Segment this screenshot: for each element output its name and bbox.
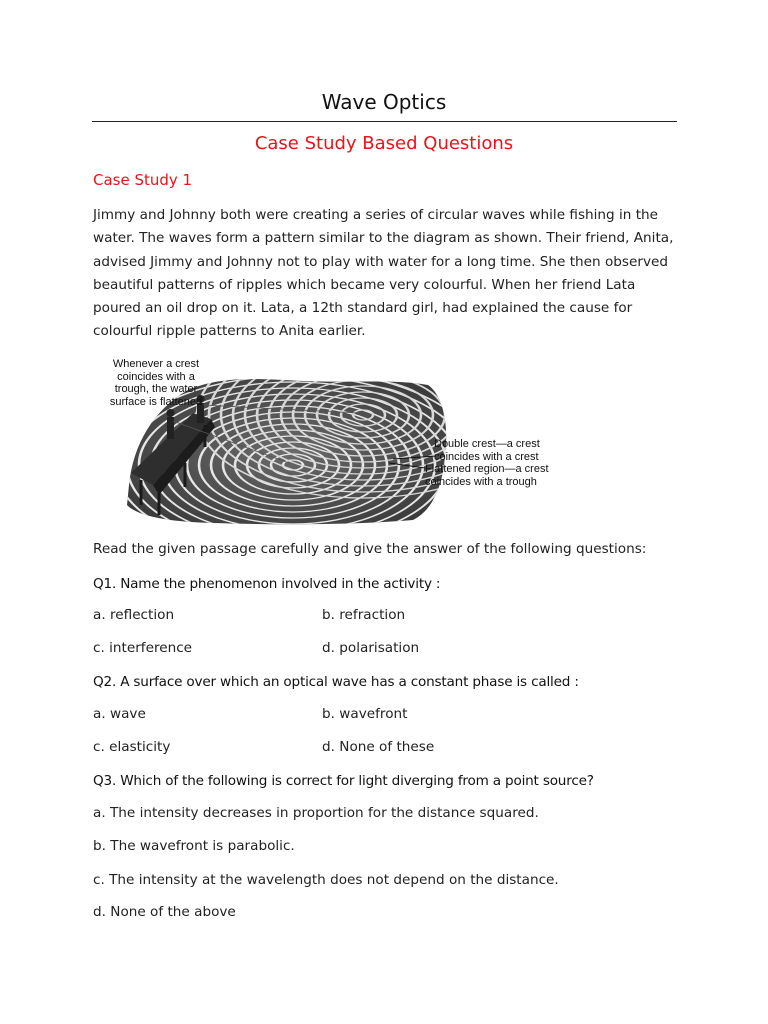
q1-option-a: a. reflection [93, 607, 175, 623]
passage-line: beautiful patterns of ripples which became very colourful. When her friend Lata [93, 276, 636, 293]
figure-label-line: Whenever a crest [112, 358, 200, 370]
figure-label-flattened-region [425, 463, 549, 488]
page-title: Wave Optics [321, 90, 447, 114]
q1-option-c: c. interference [93, 640, 193, 656]
title-divider [92, 121, 677, 122]
figure-label-line: coincides with a [117, 370, 195, 383]
q3-option-d: d. None of the above [93, 904, 236, 920]
question-2: Q2. A surface over which an optical wave has a constant phase is called : [93, 674, 579, 690]
q1-option-d: d. polarisation [322, 640, 420, 656]
q1-option-b: b. refraction [322, 607, 406, 623]
q2-option-a: a. wave [93, 706, 146, 722]
q2-option-d: d. None of these [322, 739, 435, 755]
question-3: Q3. Which of the following is correct for light diverging from a point source? [93, 773, 594, 789]
passage-line: advised Jimmy and Johnny not to play with water for a long time. She then observed [93, 253, 668, 270]
q3-option-a: a. The intensity decreases in proportion for the distance squared. [93, 805, 539, 821]
q3-option-c: c. The intensity at the wavelength does not depend on the distance. [93, 872, 559, 888]
instruction-text: Read the given passage carefully and give the answer of the following questions: [93, 541, 647, 557]
passage-line: colourful ripple patterns to Anita earlier. [93, 323, 366, 340]
q2-option-b: b. wavefront [322, 706, 408, 722]
passage-line: water. The waves form a pattern similar to the diagram as shown. Their friend, Anita, [93, 230, 674, 247]
q2-option-c: c. elasticity [93, 739, 171, 755]
figure-label-line: Double crest—a crest [434, 438, 540, 450]
passage-line: Jimmy and Johnny both were creating a series of circular waves while fishing in the [93, 207, 659, 223]
figure-label-line: Flattened region—a crest [425, 463, 549, 475]
q3-option-b: b. The wavefront is parabolic. [93, 838, 295, 854]
figure-label-line: coincides with a crest [434, 450, 539, 463]
case-study-label: Case Study 1 [93, 171, 193, 189]
ripple-interference-figure [93, 355, 563, 527]
figure-label-line: coincides with a trough [425, 475, 537, 488]
question-1: Q1. Name the phenomenon involved in the activity : [93, 576, 441, 592]
figure-label-flattened-surface [97, 358, 215, 408]
passage-line: poured an oil drop on it. Lata, a 12th standard girl, had explained the cause for [93, 300, 633, 317]
figure-label-line: trough, the water [114, 383, 198, 395]
figure-label-line: surface is flattened [109, 395, 203, 408]
figure-label-double-crest [434, 438, 540, 463]
section-subtitle: Case Study Based Questions [254, 133, 514, 154]
case-passage [93, 204, 683, 344]
